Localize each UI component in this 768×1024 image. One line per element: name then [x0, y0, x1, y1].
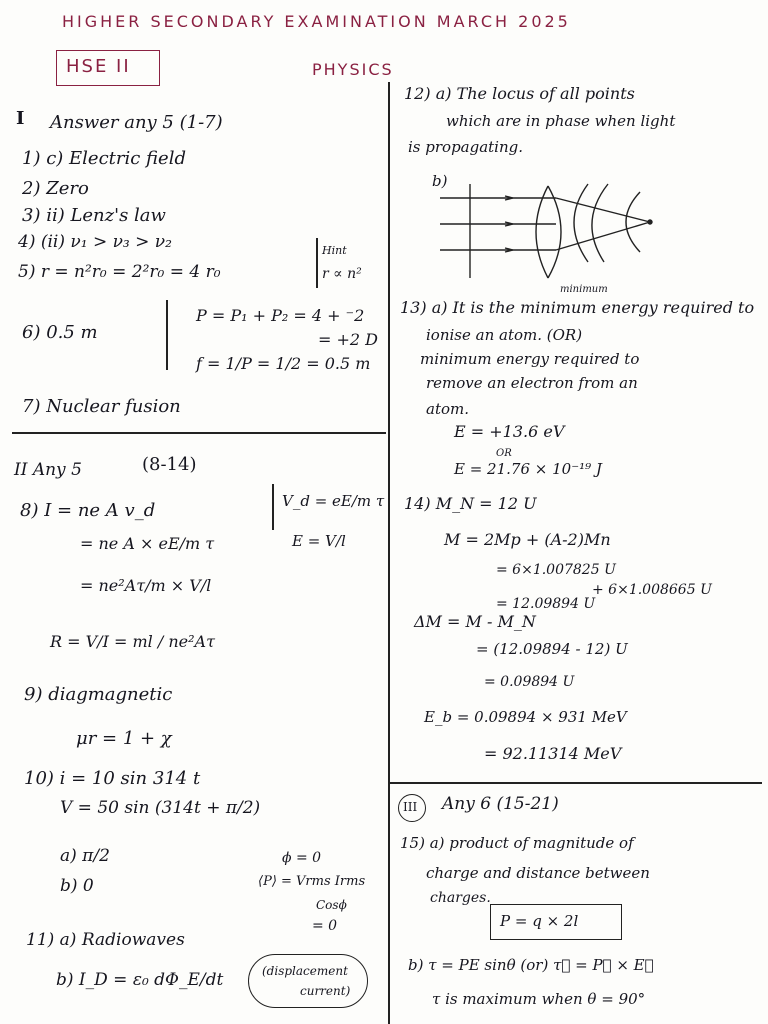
sec3-heading: Any 6 (15-21): [442, 794, 559, 814]
a11-note2: current): [300, 984, 351, 998]
a14-line8: E_b = 0.09894 × 931 MeV: [424, 708, 627, 726]
a13-line6: E = +13.6 eV: [454, 422, 565, 441]
a10-line1: 10) i = 10 sin 314 t: [24, 768, 201, 789]
a6-line2: = +2 D: [318, 330, 378, 349]
a10-side2: ⟨P⟩ = Vrms Irms: [258, 874, 366, 889]
class-badge: HSE II: [66, 56, 131, 77]
a14-line2: M = 2Mp + (A-2)Mn: [444, 530, 611, 549]
a13-line2: ionise an atom. (OR): [426, 326, 583, 344]
a14-line7: = 0.09894 U: [484, 674, 575, 690]
a12-line3: is propagating.: [408, 138, 524, 156]
a10-line2: V = 50 sin (314t + π/2): [60, 798, 261, 818]
a10-side4: = 0: [312, 918, 338, 934]
a8-line1: 8) I = ne A v_d: [20, 500, 156, 521]
a13-line5: atom.: [426, 400, 469, 418]
a8-side1: V_d = eE/m τ: [282, 492, 385, 510]
answer-4: 4) (ii) ν₁ > ν₃ > ν₂: [18, 232, 172, 252]
a15-line2: charge and distance between: [426, 864, 650, 882]
a14-line3b: + 6×1.008665 U: [592, 582, 712, 598]
a14-line1: 14) M_N = 12 U: [404, 494, 537, 513]
a9-line1: 9) diagmagnetic: [24, 684, 173, 705]
a8-line4: R = V/I = ml / ne²Aτ: [50, 632, 215, 651]
answer-7: 7) Nuclear fusion: [22, 396, 181, 417]
a11-b: b) I_D = ε₀ dΦ_E/dt: [56, 970, 224, 990]
answer-2: 2) Zero: [22, 178, 89, 199]
a9-line2: μr = 1 + χ: [76, 728, 172, 749]
a15-b: b) τ = PE sinθ (or) τ⃗ = P⃗ × E⃗: [408, 956, 654, 974]
a14-line6: = (12.09894 - 12) U: [476, 640, 628, 658]
a10-side1: ϕ = 0: [282, 850, 322, 866]
hint-formula: r ∝ n²: [322, 266, 362, 282]
answer-3: 3) ii) Lenz's law: [22, 205, 166, 226]
a11-a: 11) a) Radiowaves: [26, 930, 185, 950]
sec3-roman: III: [403, 800, 418, 814]
subject-title: PHYSICS: [312, 60, 394, 79]
a8-line2: = ne A × eE/m τ: [80, 534, 215, 553]
a14-line4: = 12.09894 U: [496, 596, 596, 612]
a12-line1: 12) a) The locus of all points: [404, 84, 635, 103]
answer-5: 5) r = n²r₀ = 2²r₀ = 4 r₀: [18, 262, 221, 282]
a14-line5: ΔM = M - M_N: [414, 612, 536, 631]
a15-box-text: P = q × 2l: [500, 912, 579, 930]
a13-line7: E = 21.76 × 10⁻¹⁹ J: [454, 460, 602, 478]
a10-b: b) 0: [60, 876, 94, 896]
a8-line3: = ne²Aτ/m × V/l: [80, 576, 212, 595]
a11-note1: (displacement: [262, 964, 348, 978]
a14-line9: = 92.11314 MeV: [484, 744, 622, 763]
a13-line3: minimum energy required to: [420, 350, 640, 368]
a14-line3: = 6×1.007825 U: [496, 562, 616, 578]
a10-side3: Cosϕ: [316, 898, 347, 912]
sec1-heading: Answer any 5 (1-7): [50, 112, 223, 133]
sec1-roman: I: [16, 108, 25, 129]
a6-line1: P = P₁ + P₂ = 4 + ⁻2: [196, 306, 365, 325]
a15-line3: charges.: [430, 890, 491, 906]
a13-or: OR: [496, 448, 512, 459]
hint-label: Hint: [322, 244, 347, 257]
answer-1: 1) c) Electric field: [22, 148, 186, 169]
a15-line1: 15) a) product of magnitude of: [400, 834, 634, 852]
sec2-heading: II Any 5: [14, 460, 82, 480]
exam-title: HIGHER SECONDARY EXAMINATION MARCH 2025: [62, 12, 571, 31]
a8-side2: E = V/l: [292, 532, 346, 550]
a13-line1: 13) a) It is the minimum energy required to: [400, 298, 755, 317]
a13-sup: minimum: [560, 284, 608, 295]
a12-line2: which are in phase when light: [446, 112, 676, 130]
a12-b: b): [432, 172, 448, 190]
sec2-range: (8-14): [142, 454, 197, 475]
a13-line4: remove an electron from an: [426, 374, 638, 392]
a10-a: a) π/2: [60, 846, 110, 866]
a6-line3: f = 1/P = 1/2 = 0.5 m: [196, 354, 371, 373]
answer-6: 6) 0.5 m: [22, 322, 98, 343]
a15-c: τ is maximum when θ = 90°: [432, 990, 646, 1008]
